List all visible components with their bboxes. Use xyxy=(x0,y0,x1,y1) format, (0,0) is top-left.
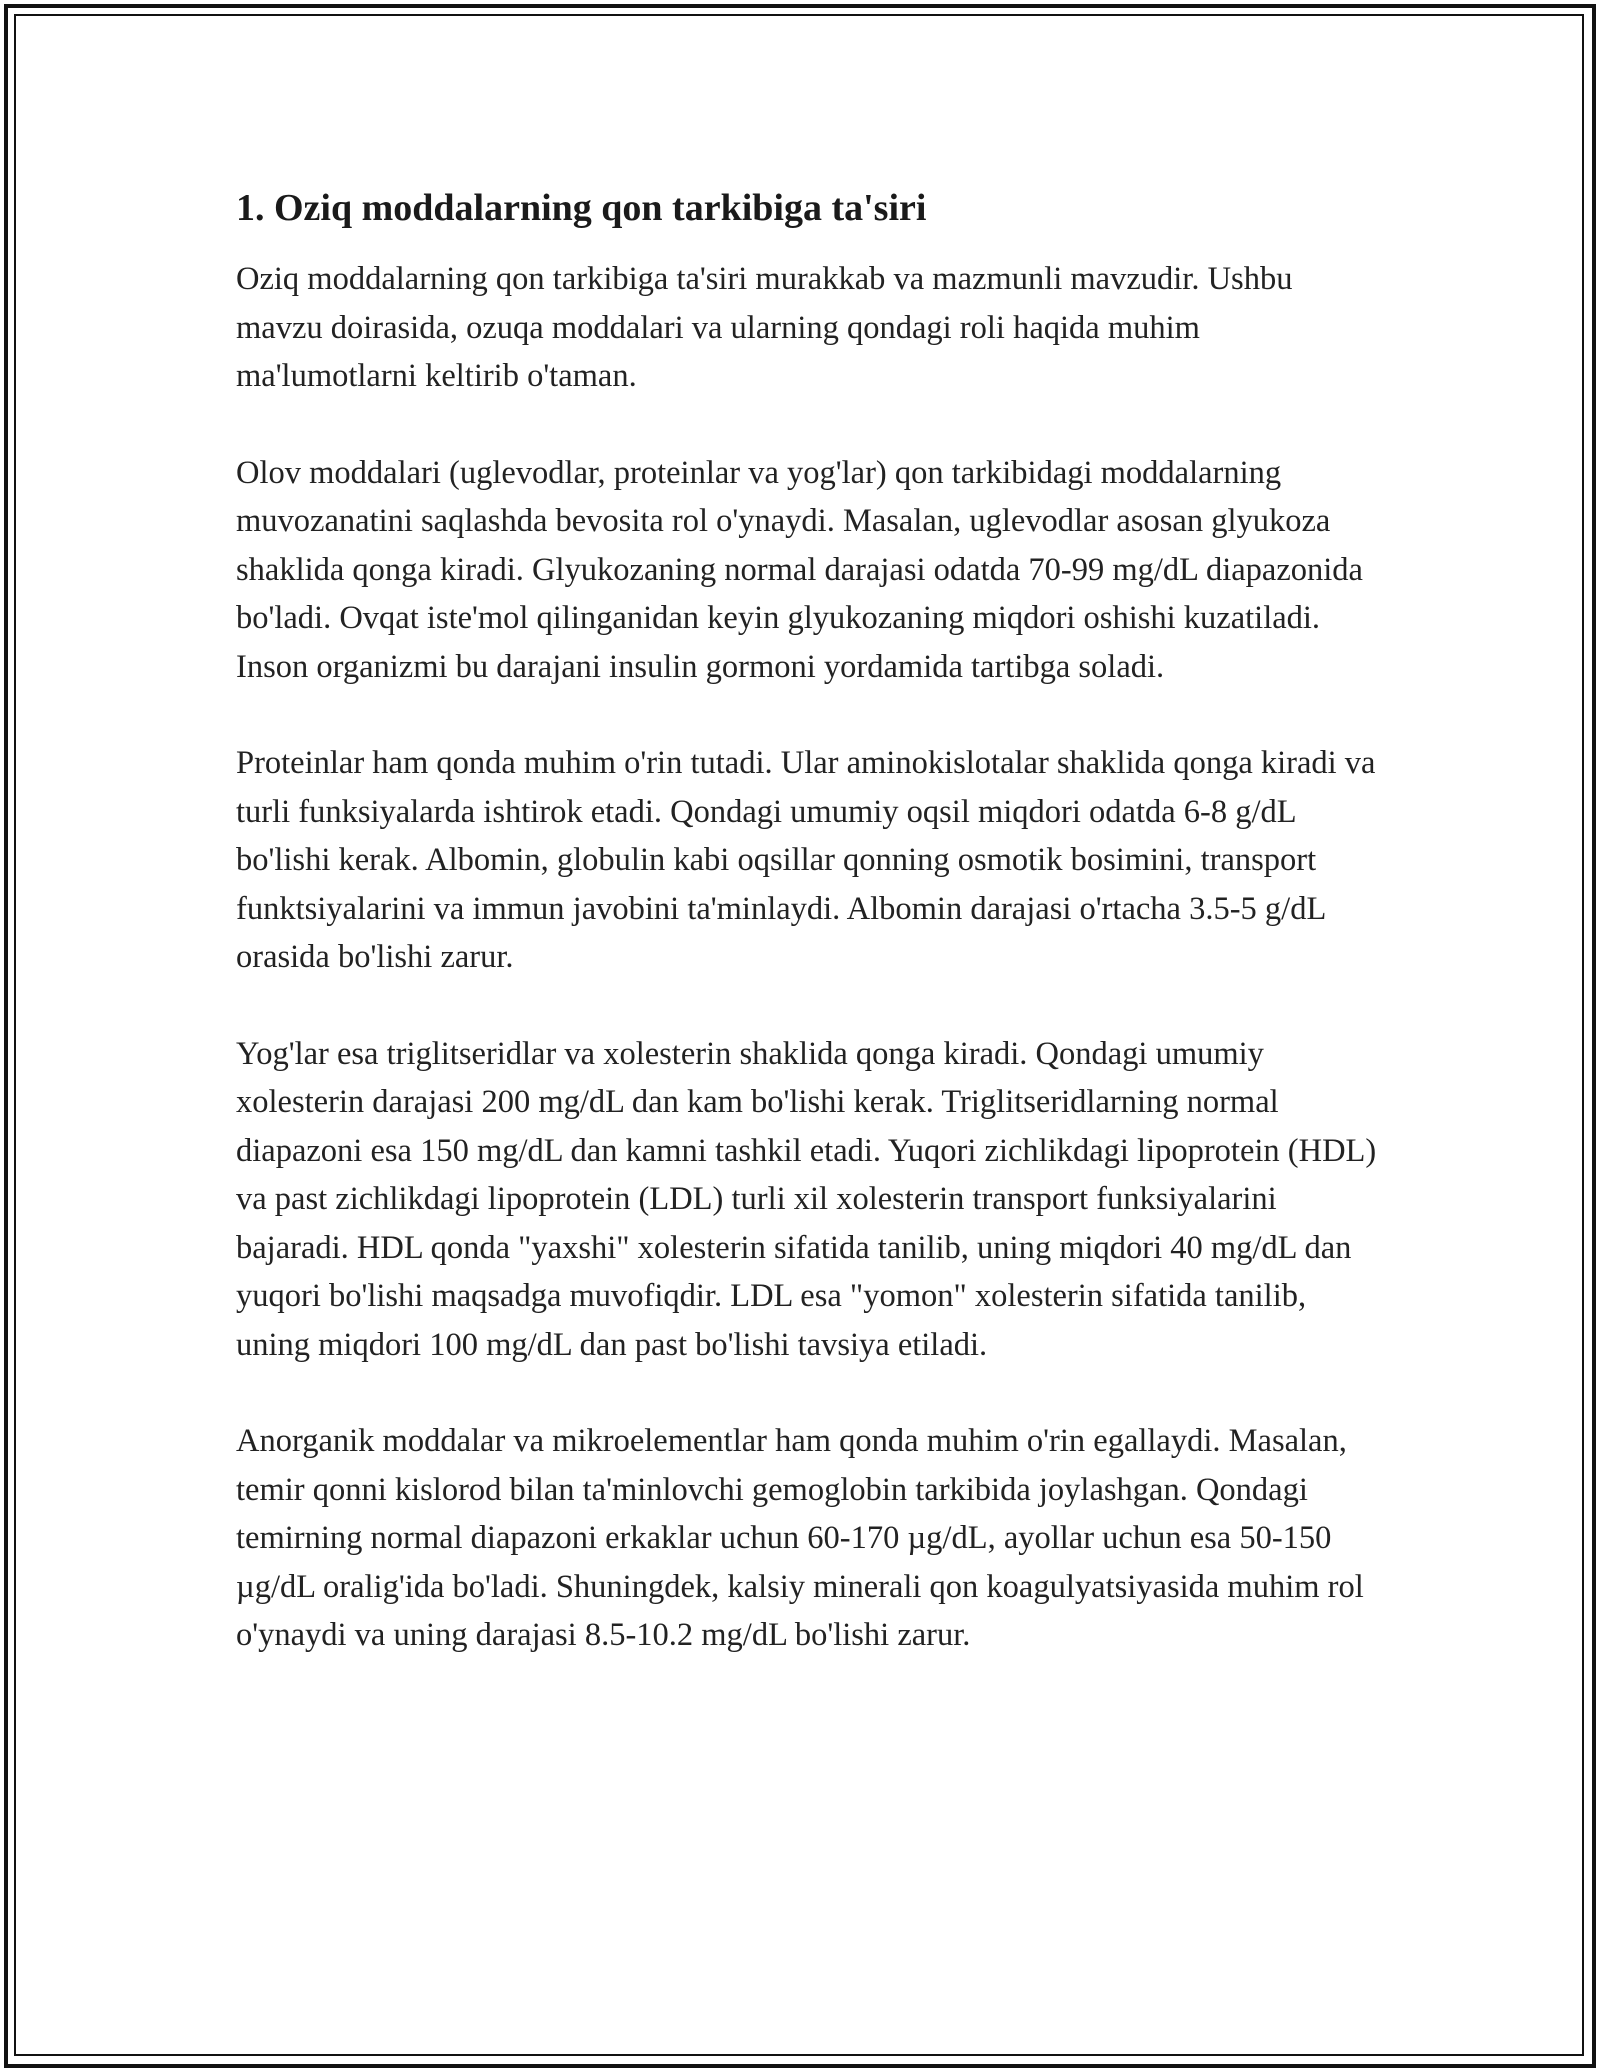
paragraph-carbohydrates: Olov moddalari (uglevodlar, proteinlar va yog'lar) qon tarkibidagi moddalarning muvozanatini saqlashda bevosita rol o'ynaydi. Masalan, uglevodlar asosan glyukoza shaklida qonga kiradi. Glyukozaning normal darajasi odatda 70-99 mg/dL diapazonida bo'ladi. Ovqat iste'mol qilinganidan keyin glyukozaning miqdori oshishi kuzatiladi. Inson organizmi bu darajani insulin gormoni yordamida tartibga soladi. xyxy=(236,454,1363,685)
paragraph-fats: Yog'lar esa triglitseridlar va xolesterin shaklida qonga kiradi. Qondagi umumiy xolesterin darajasi 200 mg/dL dan kam bo'lishi kerak. Triglitseridlarning normal diapazoni esa 150 mg/dL dan kamni tashkil etadi. Yuqori zichlikdagi lipoprotein (HDL) va past zichlikdagi lipoprotein (LDL) turli xil xolesterin transport funksiyalarini bajaradi. HDL qonda "yaxshi" xolesterin sifatida tanilib, uning miqdori 40 mg/dL dan yuqori bo'lishi maqsadga muvofiqdir. LDL esa "yomon" xolesterin sifatida tanilib, uning miqdori 100 mg/dL dan past bo'lishi tavsiya etiladi. xyxy=(236,1035,1377,1363)
document-body xyxy=(236,184,1386,1708)
paragraph-proteins: Proteinlar ham qonda muhim o'rin tutadi. Ular aminokislotalar shaklida qonga kiradi va turli funksiyalarda ishtirok etadi. Qondagi umumiy oqsil miqdori odatda 6-8 g/dL bo'lishi kerak. Albomin, globulin kabi oqsillar qonning osmotik bosimini, transport funktsiyalarini va immun javobini ta'minlaydi. Albomin darajasi o'rtacha 3.5-5 g/dL orasida bo'lishi zarur. xyxy=(236,745,1376,976)
paragraph-intro: Oziq moddalarning qon tarkibiga ta'siri murakkab va mazmunli mavzudir. Ushbu mavzu doirasida, ozuqa moddalari va ularning qondagi roli haqida muhim ma'lumotlarni keltirib o'taman. xyxy=(236,261,1293,395)
section-title: 1. Oziq moddalarning qon tarkibiga ta'siri xyxy=(236,187,927,229)
paragraph-minerals: Anorganik moddalar va mikroelementlar ham qonda muhim o'rin egallaydi. Masalan, temir qonni kislorod bilan ta'minlovchi gemoglobin tarkibida joylashgan. Qondagi temirning normal diapazoni erkaklar uchun 60-170 µg/dL, ayollar uchun esa 50-150 µg/dL oralig'ida bo'ladi. Shuningdek, kalsiy minerali qon koagulyatsiyasida muhim rol o'ynaydi va uning darajasi 8.5-10.2 mg/dL bo'lishi zarur. xyxy=(236,1423,1364,1654)
